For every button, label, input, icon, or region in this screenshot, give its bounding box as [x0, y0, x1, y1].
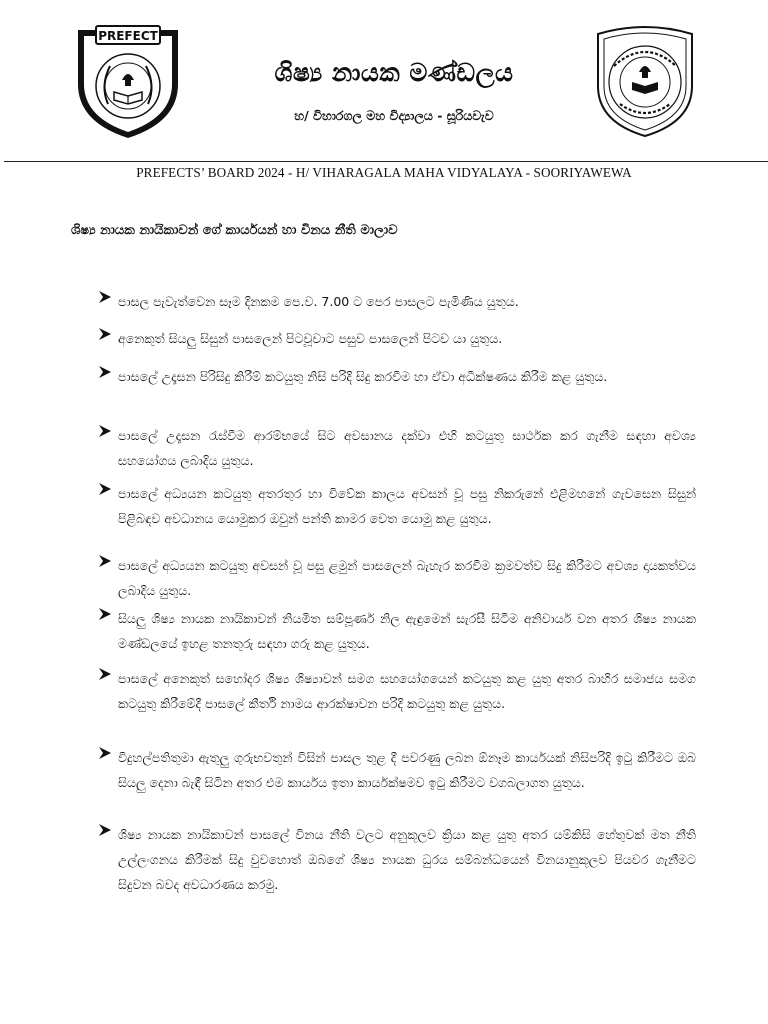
rule-text: පාසලේ උදෑසන රැස්වීම ආරම්භයේ සිට අවසානය දක්වා එහි කටයුතු සාර්ථක කර ගැනීම සඳහා අවශ්‍ය සහයෝගය ලබාදිය යුතුය. [118, 428, 696, 468]
arrowhead-bullet-icon [98, 746, 112, 760]
rule-text: පාසල පැවැත්වෙන සෑම දිනකම පෙ.ව. 7.00 ට පෙර පාසලට පැමිණිය යුතුය. [118, 294, 519, 309]
section-heading: ශිෂ්‍ය නායක නායිකාවන් ගේ කාර්යයන් හා විනය නීති මාලාව [71, 223, 398, 238]
prefect-crest-label: PREFECT [98, 29, 158, 43]
list-item [98, 822, 698, 897]
arrowhead-bullet-icon [98, 667, 112, 681]
list-item [98, 606, 698, 656]
rule-text: පාසලේ අධ්‍යයන කටයුතු අවසන් වූ පසු ළමුන් පාසලෙන් බැහැර කරවීම ක්‍රමවත්ව සිදු කිරීමට අවශ්‍ය දායකත්වය ලබාදිය යුතුය. [118, 558, 696, 598]
board-title-english: PREFECTS’ BOARD 2024 - H/ VIHARAGALA MAHA VIDYALAYA - SOORIYAWEWA [136, 165, 632, 180]
rule-text: පාසලේ අනෙකුත් සහෝදර ශිෂ්‍ය ශිෂ්‍යාවන් සමග සහයෝගයෙන් කටයුතු කළ යුතු අතර බාහිර සමාජය සමග කටයුතු කිරීමේදී පාසලේ කීර්ති නාමය ආරක්ෂාවන පරිදි කටයුතු කළ යුතුය. [118, 671, 696, 711]
list-item [98, 289, 698, 314]
list-item [98, 423, 698, 473]
school-name-line: හ/ විහාරගල මහ විද්‍යාලය - සූරියවැව [294, 108, 494, 123]
arrowhead-bullet-icon [98, 365, 112, 379]
rule-text: විදුහල්පතිතුමා ඇතුලු ගුරුභවතුන් විසින් පාසල තුළ දී පවරණු ලබන ඕනෑම කාර්යයක් නිසිපරිදි ඉටු කිරීමට ඔබ සියලු දෙනා බැඳී සිටින අතර එම කාර්යය ඉතා කාර්යක්ෂමව ඉටු කිරීමට වගබලාගත යුතුය. [118, 750, 696, 790]
list-item [98, 553, 698, 603]
arrowhead-bullet-icon [98, 554, 112, 568]
rule-text: ශිෂ්‍ය නායක නායිකාවන් පාසලේ විනය නීති වලට අනුකූලව ක්‍රියා කළ යුතු අතර යම්කිසි හේතුවක් මත නීති උල්ලංගනය කිරීමක් සිදු වුවහොත් ඔබගේ ශිෂ්‍ය නායක ධුරය සම්බන්ධයෙන් විනයානුකූලව පියවර ගැනීමට සිදුවන බවද අවධාරණය කරමු. [118, 827, 696, 892]
arrowhead-bullet-icon [98, 290, 112, 304]
arrowhead-bullet-icon [98, 424, 112, 438]
arrowhead-bullet-icon [98, 607, 112, 621]
arrowhead-bullet-icon [98, 823, 112, 837]
rule-text: පාසලේ අධ්‍යයන කටයුතු අතරතුර හා විවේක කාලය අවසන් වූ පසු නිකරුනේ එළිමහනේ ගැවසෙන සිසුන් පිළිබඳව අවධානය යොමුකර ඔවුන් පන්ති කාමර වෙත යොමු කළ යුතුය. [118, 486, 696, 526]
board-title: ශිෂ්‍ය නායක මණ්ඩලය [274, 58, 514, 87]
rule-text: අනෙකුත් සියලු සිසුන් පාසලෙන් පිටවූවාට පසුව පාසලෙන් පිටව යා යුතුය. [118, 331, 503, 346]
arrowhead-bullet-icon [98, 482, 112, 496]
arrowhead-bullet-icon [98, 327, 112, 341]
list-item [98, 326, 698, 351]
rule-text: පාසලේ උදෑසන පිරිසිදු කිරීම් කටයුතු නිසි පරිදි සිදු කරවීම හා ඒවා අධීක්ෂණය කිරීම කළ යුතුය. [118, 369, 608, 384]
list-item [98, 666, 698, 716]
list-item [98, 481, 698, 531]
list-item [98, 745, 698, 795]
rule-text: සියලු ශිෂ්‍ය නායක නායිකාවන් නියමිත සම්පූර්ණ නිල ඇඳුමෙන් සැරසී සිටීම අනිවාර්ය වන අතර ශිෂ්‍ය නායක මණ්ඩලයේ ඉහළ තනතුරු සඳහා ගරු කළ යුතුය. [118, 611, 696, 651]
list-item [98, 364, 698, 389]
